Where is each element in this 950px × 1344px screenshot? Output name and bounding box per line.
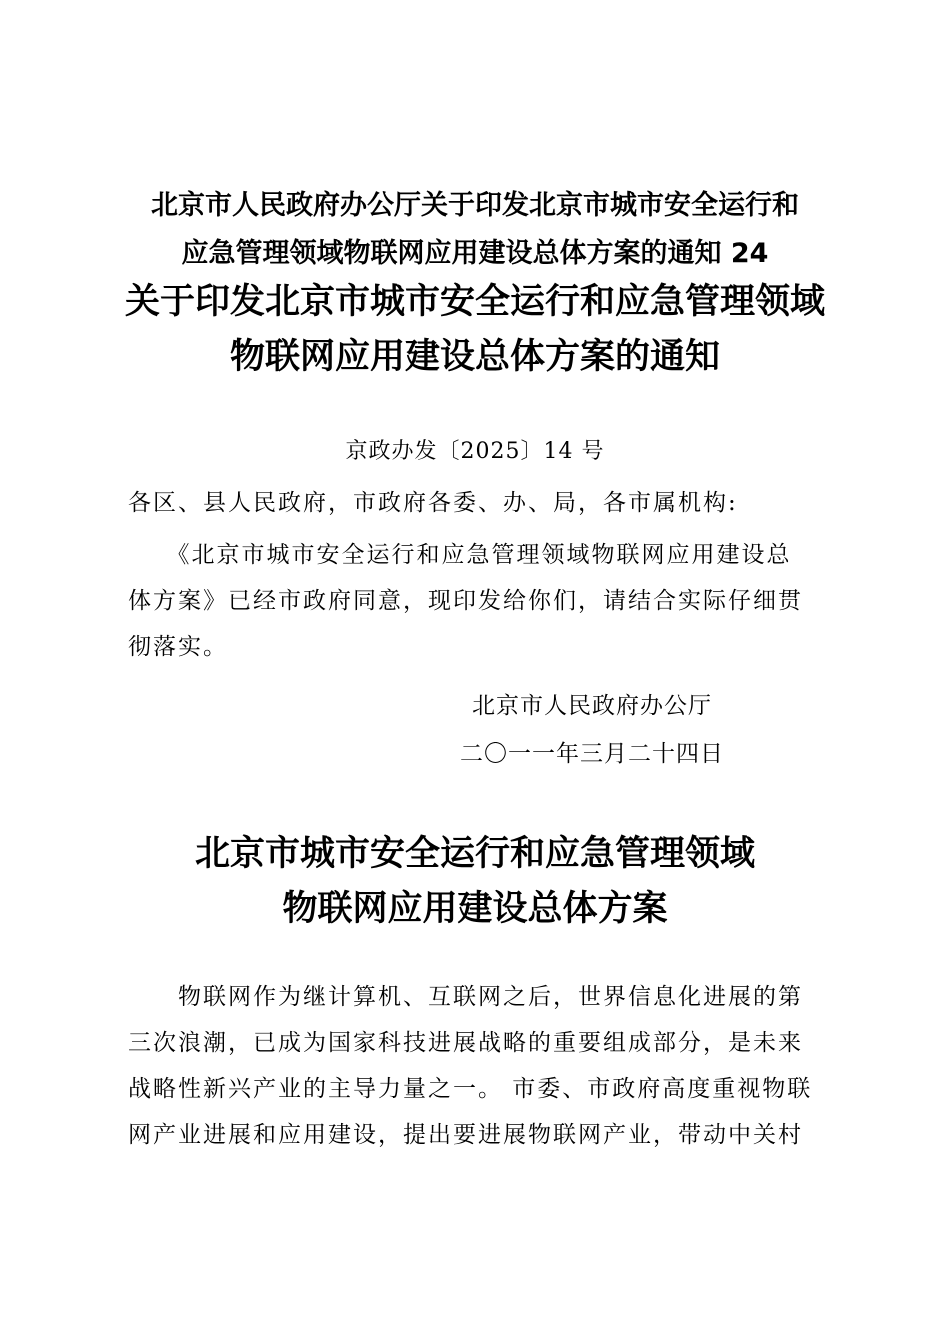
document-header bbox=[100, 182, 850, 278]
notice-body-line: 体方案》已经市政府同意，现印发给你们，请结合实际仔细贯 bbox=[128, 588, 803, 614]
header-line-2: 应急管理领域物联网应用建设总体方案的通知 24 bbox=[181, 238, 769, 269]
notice-body bbox=[128, 532, 828, 670]
plan-title-line-2: 物联网应用建设总体方案 bbox=[282, 888, 668, 929]
plan-body-line: 物联网作为继计算机、互联网之后，世界信息化进展的第 bbox=[128, 984, 803, 1010]
signature-block bbox=[430, 682, 830, 778]
plan-body-line: 三次浪潮，已成为国家科技进展战略的重要组成部分，是未来 bbox=[128, 1030, 803, 1056]
plan-title bbox=[100, 826, 850, 936]
notice-title bbox=[100, 274, 850, 384]
notice-body-line: 《北京市城市安全运行和应急管理领域物联网应用建设总 bbox=[128, 542, 792, 568]
document-number: 京政办发〔2025〕14 号 bbox=[345, 439, 605, 464]
addressee: 各区、县人民政府，市政府各委、办、局，各市属机构: bbox=[128, 490, 738, 516]
notice-title-line-1: 关于印发北京市城市安全运行和应急管理领域 bbox=[124, 281, 825, 322]
signature-date: 二〇一一年三月二十四日 bbox=[460, 741, 724, 767]
plan-body-line: 战略性新兴产业的主导力量之一。 市委、市政府高度重视物联 bbox=[128, 1076, 813, 1102]
plan-title-line-1: 北京市城市安全运行和应急管理领域 bbox=[194, 833, 755, 874]
header-line-1: 北京市人民政府办公厅关于印发北京市城市安全运行和 bbox=[151, 190, 799, 221]
notice-body-line: 彻落实。 bbox=[128, 634, 228, 660]
notice-title-line-2: 物联网应用建设总体方案的通知 bbox=[229, 336, 720, 377]
signature-organization: 北京市人民政府办公厅 bbox=[472, 693, 712, 719]
plan-body-line: 网产业进展和应用建设，提出要进展物联网产业，带动中关村 bbox=[128, 1122, 803, 1148]
plan-body bbox=[128, 974, 828, 1158]
